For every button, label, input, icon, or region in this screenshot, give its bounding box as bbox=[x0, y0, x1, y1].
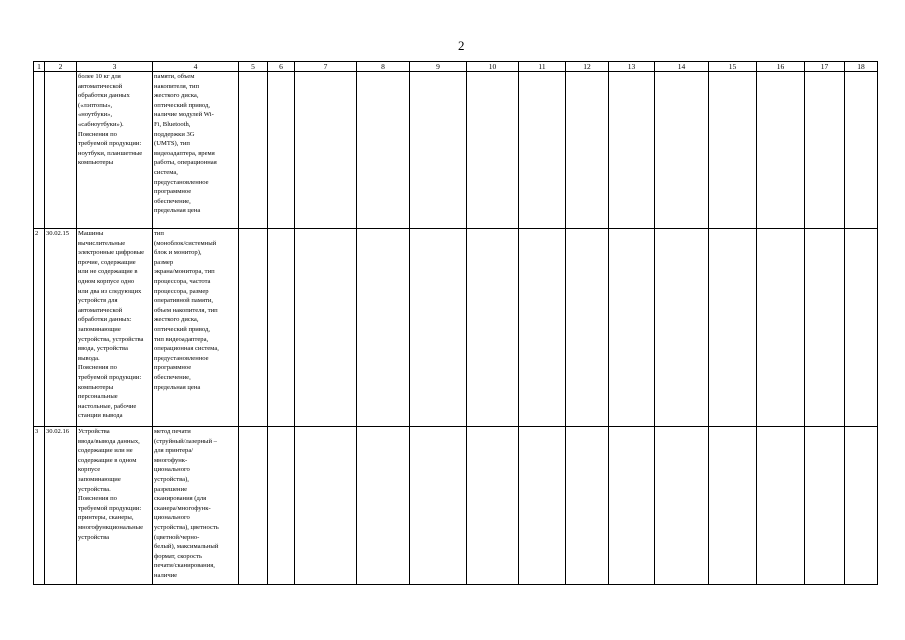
column-number-cell: 16 bbox=[757, 62, 805, 72]
empty-cell bbox=[655, 229, 709, 427]
page-number: 2 bbox=[458, 38, 465, 53]
empty-cell bbox=[655, 72, 709, 229]
table-row bbox=[34, 229, 878, 427]
empty-cell bbox=[566, 427, 609, 585]
column-number-cell: 8 bbox=[357, 62, 410, 72]
empty-cell bbox=[239, 229, 268, 427]
row-number-cell: 2 bbox=[34, 229, 45, 427]
empty-cell bbox=[519, 229, 566, 427]
empty-cell bbox=[268, 229, 295, 427]
column-number-cell: 9 bbox=[410, 62, 467, 72]
characteristics-cell bbox=[153, 72, 239, 229]
empty-cell bbox=[655, 427, 709, 585]
code-cell bbox=[45, 72, 77, 229]
column-number-cell: 5 bbox=[239, 62, 268, 72]
column-number-cell: 10 bbox=[467, 62, 519, 72]
empty-cell bbox=[805, 72, 845, 229]
product-name-text: Машины вычислительные электронные цифровые прочие, содержащие или не содержащие в одном корпусе одно или два из следующих устройств для автоматической обработки данных: запоминающие устройства, устройства ввода, устройства вывода. Пояснения по требуемой продукции: компьютеры персональные настольные, рабочие станции вывода bbox=[78, 230, 145, 420]
empty-cell bbox=[410, 72, 467, 229]
specification-table bbox=[33, 61, 878, 585]
column-number-row bbox=[34, 62, 878, 72]
column-number-cell: 12 bbox=[566, 62, 609, 72]
column-number-cell: 11 bbox=[519, 62, 566, 72]
empty-cell bbox=[845, 229, 878, 427]
empty-cell bbox=[295, 72, 357, 229]
empty-cell bbox=[805, 229, 845, 427]
empty-cell bbox=[845, 72, 878, 229]
empty-cell bbox=[757, 229, 805, 427]
product-name-text: более 10 кг для автоматической обработки данных («лэптопы», «ноутбуки», «сабноутбуки»). Пояснения по требуемой продукции: ноутбуки, планшетные компьютеры bbox=[78, 73, 143, 167]
characteristics-cell bbox=[153, 229, 239, 427]
empty-cell bbox=[467, 427, 519, 585]
empty-cell bbox=[609, 229, 655, 427]
empty-cell bbox=[566, 229, 609, 427]
empty-cell bbox=[467, 229, 519, 427]
column-number-cell: 7 bbox=[295, 62, 357, 72]
code-cell: 30.02.16 bbox=[45, 427, 77, 585]
characteristics-cell bbox=[153, 427, 239, 585]
empty-cell bbox=[357, 229, 410, 427]
product-name-text: Устройства ввода/вывода данных, содержащие или не содержащие в одном корпусе запоминающие устройства. Пояснения по требуемой продукции: принтеры, сканеры, многофункциональные устройства bbox=[78, 428, 144, 541]
empty-cell bbox=[709, 229, 757, 427]
column-number-cell: 6 bbox=[268, 62, 295, 72]
column-number-cell: 4 bbox=[153, 62, 239, 72]
empty-cell bbox=[757, 427, 805, 585]
empty-cell bbox=[845, 427, 878, 585]
empty-cell bbox=[410, 229, 467, 427]
empty-cell bbox=[410, 427, 467, 585]
column-number-cell: 1 bbox=[34, 62, 45, 72]
product-name-cell bbox=[77, 72, 153, 229]
column-number-cell: 2 bbox=[45, 62, 77, 72]
empty-cell bbox=[709, 72, 757, 229]
empty-cell bbox=[519, 427, 566, 585]
empty-cell bbox=[268, 72, 295, 229]
empty-cell bbox=[805, 427, 845, 585]
empty-cell bbox=[467, 72, 519, 229]
empty-cell bbox=[357, 72, 410, 229]
code-cell: 30.02.15 bbox=[45, 229, 77, 427]
empty-cell bbox=[519, 72, 566, 229]
column-number-cell: 15 bbox=[709, 62, 757, 72]
empty-cell bbox=[709, 427, 757, 585]
empty-cell bbox=[295, 229, 357, 427]
row-number-cell: 3 bbox=[34, 427, 45, 585]
column-number-cell: 3 bbox=[77, 62, 153, 72]
empty-cell bbox=[357, 427, 410, 585]
empty-cell bbox=[757, 72, 805, 229]
characteristics-text: памяти, объем накопителя, тип жесткого диска, оптический привод, наличие модулей Wi- Fi, Bluetooth, поддержки 3G (UMTS), тип видеоадаптера, время работы, операционная система, предустановленное программное обеспечение, предельная цена bbox=[154, 73, 217, 215]
product-name-cell bbox=[77, 427, 153, 585]
table-row bbox=[34, 72, 878, 229]
column-number-cell: 13 bbox=[609, 62, 655, 72]
empty-cell bbox=[295, 427, 357, 585]
product-name-cell bbox=[77, 229, 153, 427]
table-row bbox=[34, 427, 878, 585]
empty-cell bbox=[268, 427, 295, 585]
empty-cell bbox=[609, 72, 655, 229]
empty-cell bbox=[609, 427, 655, 585]
column-number-cell: 18 bbox=[845, 62, 878, 72]
empty-cell bbox=[566, 72, 609, 229]
row-number-cell bbox=[34, 72, 45, 229]
characteristics-text: метод печати (струйный/лазерный – для принтера/ многофунк- ционального устройства), разрешение сканирования (для сканера/многофунк- ционального устройства), цветность (цветной/черно- белый), максимальный формат, скорость печати/сканирования, наличие bbox=[154, 428, 219, 579]
empty-cell bbox=[239, 72, 268, 229]
column-number-cell: 17 bbox=[805, 62, 845, 72]
empty-cell bbox=[239, 427, 268, 585]
column-number-cell: 14 bbox=[655, 62, 709, 72]
characteristics-text: тип (моноблок/системный блок и монитор), размер экрана/монитора, тип процессора, частота процессора, размер оперативной памяти, объем накопителя, тип жесткого диска, оптический привод, тип видеоадаптера, операционная система, предустановленное программное обеспечение, предельная цена bbox=[154, 230, 219, 391]
